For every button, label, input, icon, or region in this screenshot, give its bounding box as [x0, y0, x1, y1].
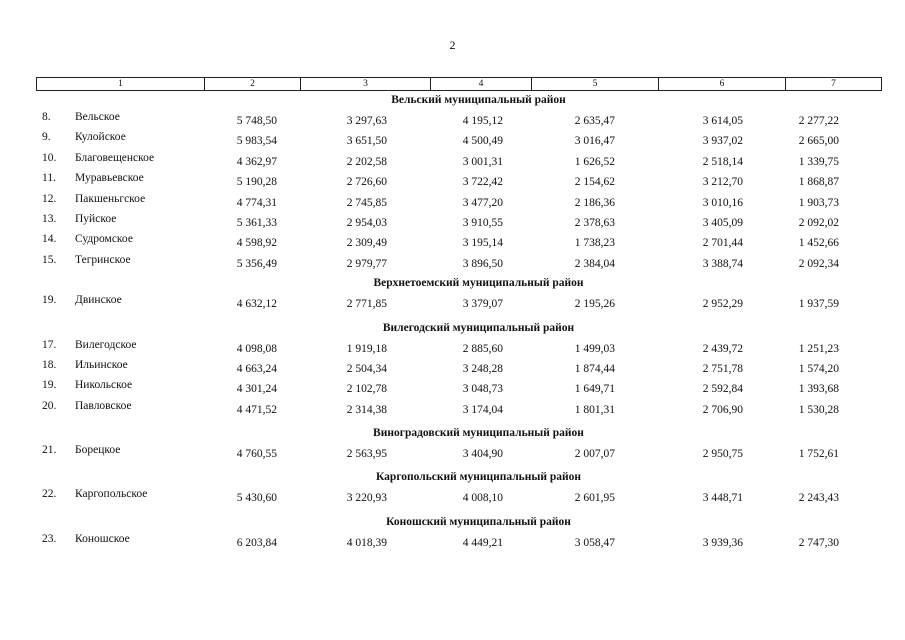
municipality-name: Двинское: [75, 294, 122, 307]
value-cell: 5 356,49: [236, 257, 277, 270]
value-cell: 2 665,00: [798, 135, 839, 148]
value-cell: 3 248,28: [462, 362, 503, 375]
value-cell: 4 018,39: [346, 536, 387, 549]
page-number: 2: [449, 38, 456, 52]
value-cell: 2 518,14: [702, 155, 743, 168]
value-cell: 2 186,36: [574, 196, 615, 209]
value-cell: 4 663,24: [236, 362, 277, 375]
value-cell: 2 384,04: [574, 257, 615, 270]
value-cell: 2 592,84: [702, 383, 743, 396]
row-number: 17.: [42, 338, 57, 351]
municipality-name: Борецкое: [75, 444, 121, 457]
row-number: 18.: [42, 358, 57, 371]
table-row: [0, 400, 905, 420]
row-number: 19.: [42, 379, 57, 392]
value-cell: 2 439,72: [702, 342, 743, 355]
row-number: 20.: [42, 399, 57, 412]
value-cell: 5 983,54: [236, 135, 277, 148]
value-cell: 2 154,62: [574, 176, 615, 189]
column-header-row: [36, 77, 882, 91]
value-cell: 2 885,60: [462, 342, 503, 355]
value-cell: 1 530,28: [798, 403, 839, 416]
value-cell: 1 251,23: [798, 342, 839, 355]
district-heading: Верхнетоемский муниципальный район: [373, 277, 584, 290]
value-cell: 2 314,38: [346, 403, 387, 416]
row-number: 15.: [42, 253, 57, 266]
value-cell: 4 195,12: [462, 115, 503, 127]
table-row: [0, 339, 905, 359]
table-row: [0, 213, 905, 233]
table-body: [0, 91, 905, 553]
value-cell: 2 601,95: [574, 492, 615, 505]
value-cell: 2 378,63: [574, 216, 615, 229]
value-cell: 3 048,73: [462, 383, 503, 396]
value-cell: 2 952,29: [702, 298, 743, 311]
value-cell: 4 632,12: [236, 298, 277, 311]
value-cell: 3 388,74: [702, 257, 743, 270]
value-cell: 4 449,21: [462, 536, 503, 549]
value-cell: 4 598,92: [236, 237, 277, 250]
value-cell: 3 220,93: [346, 492, 387, 505]
value-cell: 2 635,47: [574, 115, 615, 127]
value-cell: 3 939,36: [702, 536, 743, 549]
row-number: 9.: [42, 131, 51, 144]
value-cell: 4 774,31: [236, 196, 277, 209]
value-cell: 5 748,50: [236, 115, 277, 127]
table-row: [0, 111, 905, 131]
table-row: [0, 254, 905, 274]
table-row: [0, 359, 905, 379]
row-number: 19.: [42, 294, 57, 307]
municipality-name: Павловское: [75, 399, 132, 412]
value-cell: 2 745,85: [346, 196, 387, 209]
row-number: 10.: [42, 151, 57, 164]
value-cell: 1 574,20: [798, 362, 839, 375]
value-cell: 2 092,34: [798, 257, 839, 270]
value-cell: 2 277,22: [798, 115, 839, 127]
value-cell: 2 195,26: [574, 298, 615, 311]
value-cell: 3 937,02: [702, 135, 743, 148]
value-cell: 3 195,14: [462, 237, 503, 250]
table-row: [0, 379, 905, 399]
value-cell: 2 950,75: [702, 448, 743, 461]
value-cell: 2 102,78: [346, 383, 387, 396]
municipality-name: Пакшеньгское: [75, 192, 146, 205]
table-row: [0, 294, 905, 314]
value-cell: 3 001,31: [462, 155, 503, 168]
value-cell: 1 339,75: [798, 155, 839, 168]
value-cell: 4 471,52: [236, 403, 277, 416]
value-cell: 1 903,73: [798, 196, 839, 209]
row-number: 13.: [42, 212, 57, 225]
district-heading: Вилегодский муниципальный район: [382, 321, 575, 334]
district-heading: Вельский муниципальный район: [391, 94, 566, 106]
value-cell: 1 752,61: [798, 448, 839, 461]
value-cell: 1 919,18: [346, 342, 387, 355]
value-cell: 2 563,95: [346, 448, 387, 461]
table-row: [0, 444, 905, 464]
value-cell: 3 722,42: [462, 176, 503, 189]
value-cell: 1 738,23: [574, 237, 615, 250]
column-header: 4: [431, 78, 532, 91]
row-number: 11.: [42, 172, 56, 185]
value-cell: 3 212,70: [702, 176, 743, 189]
district-heading: Коношский муниципальный район: [386, 515, 571, 528]
value-cell: 5 190,28: [236, 176, 277, 189]
district-heading: Каргопольский муниципальный район: [376, 471, 581, 484]
municipality-name: Кулойское: [75, 131, 126, 144]
table-row: [0, 193, 905, 213]
value-cell: 5 361,33: [236, 216, 277, 229]
value-cell: 4 362,97: [236, 155, 277, 168]
row-number: 14.: [42, 233, 57, 246]
column-header: 1: [37, 78, 205, 91]
municipality-name: Коношское: [75, 532, 130, 545]
value-cell: 4 760,55: [236, 448, 277, 461]
value-cell: 4 008,10: [462, 492, 503, 505]
value-cell: 2 701,44: [702, 237, 743, 250]
value-cell: 3 477,20: [462, 196, 503, 209]
municipality-name: Тегринское: [75, 253, 131, 266]
municipality-name: Судромское: [75, 233, 133, 246]
value-cell: 3 448,71: [702, 492, 743, 505]
value-cell: 6 203,84: [236, 536, 277, 549]
municipality-name: Каргопольское: [75, 488, 148, 501]
row-number: 22.: [42, 488, 57, 501]
municipality-name: Вельское: [75, 111, 120, 123]
value-cell: 2 751,78: [702, 362, 743, 375]
value-cell: 2 092,02: [798, 216, 839, 229]
table-row: [0, 131, 905, 151]
value-cell: 2 726,60: [346, 176, 387, 189]
municipality-name: Вилегодское: [75, 338, 137, 351]
value-cell: 3 174,04: [462, 403, 503, 416]
value-cell: 2 771,85: [346, 298, 387, 311]
value-cell: 2 954,03: [346, 216, 387, 229]
table-row: [0, 152, 905, 172]
value-cell: 2 202,58: [346, 155, 387, 168]
district-heading: Виноградовский муниципальный район: [373, 427, 584, 440]
value-cell: 1 499,03: [574, 342, 615, 355]
column-header: 2: [205, 78, 301, 91]
value-cell: 1 626,52: [574, 155, 615, 168]
value-cell: 1 649,71: [574, 383, 615, 396]
value-cell: 2 243,43: [798, 492, 839, 505]
column-header: 7: [786, 78, 882, 91]
row-number: 12.: [42, 192, 57, 205]
value-cell: 4 301,24: [236, 383, 277, 396]
value-cell: 1 801,31: [574, 403, 615, 416]
value-cell: 5 430,60: [236, 492, 277, 505]
column-header: 5: [532, 78, 659, 91]
row-number: 23.: [42, 532, 57, 545]
table-row: [0, 233, 905, 253]
municipality-name: Благовещенское: [75, 151, 155, 164]
value-cell: 2 309,49: [346, 237, 387, 250]
municipality-name: Никольское: [75, 379, 133, 392]
value-cell: 1 452,66: [798, 237, 839, 250]
value-cell: 3 651,50: [346, 135, 387, 148]
municipality-name: Пуйское: [75, 212, 117, 225]
value-cell: 3 297,63: [346, 115, 387, 127]
value-cell: 2 504,34: [346, 362, 387, 375]
table-row: [0, 533, 905, 553]
value-cell: 3 404,90: [462, 448, 503, 461]
value-cell: 2 007,07: [574, 448, 615, 461]
value-cell: 3 405,09: [702, 216, 743, 229]
value-cell: 1 393,68: [798, 383, 839, 396]
table-row: [0, 488, 905, 508]
value-cell: 3 614,05: [702, 115, 743, 127]
value-cell: 3 896,50: [462, 257, 503, 270]
municipality-name: Ильинское: [75, 358, 128, 371]
value-cell: 4 098,08: [236, 342, 277, 355]
value-cell: 1 937,59: [798, 298, 839, 311]
table-row: [0, 172, 905, 192]
value-cell: 4 500,49: [462, 135, 503, 148]
column-header: 6: [659, 78, 786, 91]
value-cell: 2 747,30: [798, 536, 839, 549]
value-cell: 2 979,77: [346, 257, 387, 270]
value-cell: 3 010,16: [702, 196, 743, 209]
column-header: 3: [301, 78, 431, 91]
row-number: 21.: [42, 444, 57, 457]
value-cell: 1 868,87: [798, 176, 839, 189]
municipality-name: Муравьевское: [75, 172, 144, 185]
value-cell: 3 379,07: [462, 298, 503, 311]
value-cell: 3 058,47: [574, 536, 615, 549]
value-cell: 3 910,55: [462, 216, 503, 229]
value-cell: 3 016,47: [574, 135, 615, 148]
row-number: 8.: [42, 111, 51, 123]
value-cell: 1 874,44: [574, 362, 615, 375]
value-cell: 2 706,90: [702, 403, 743, 416]
